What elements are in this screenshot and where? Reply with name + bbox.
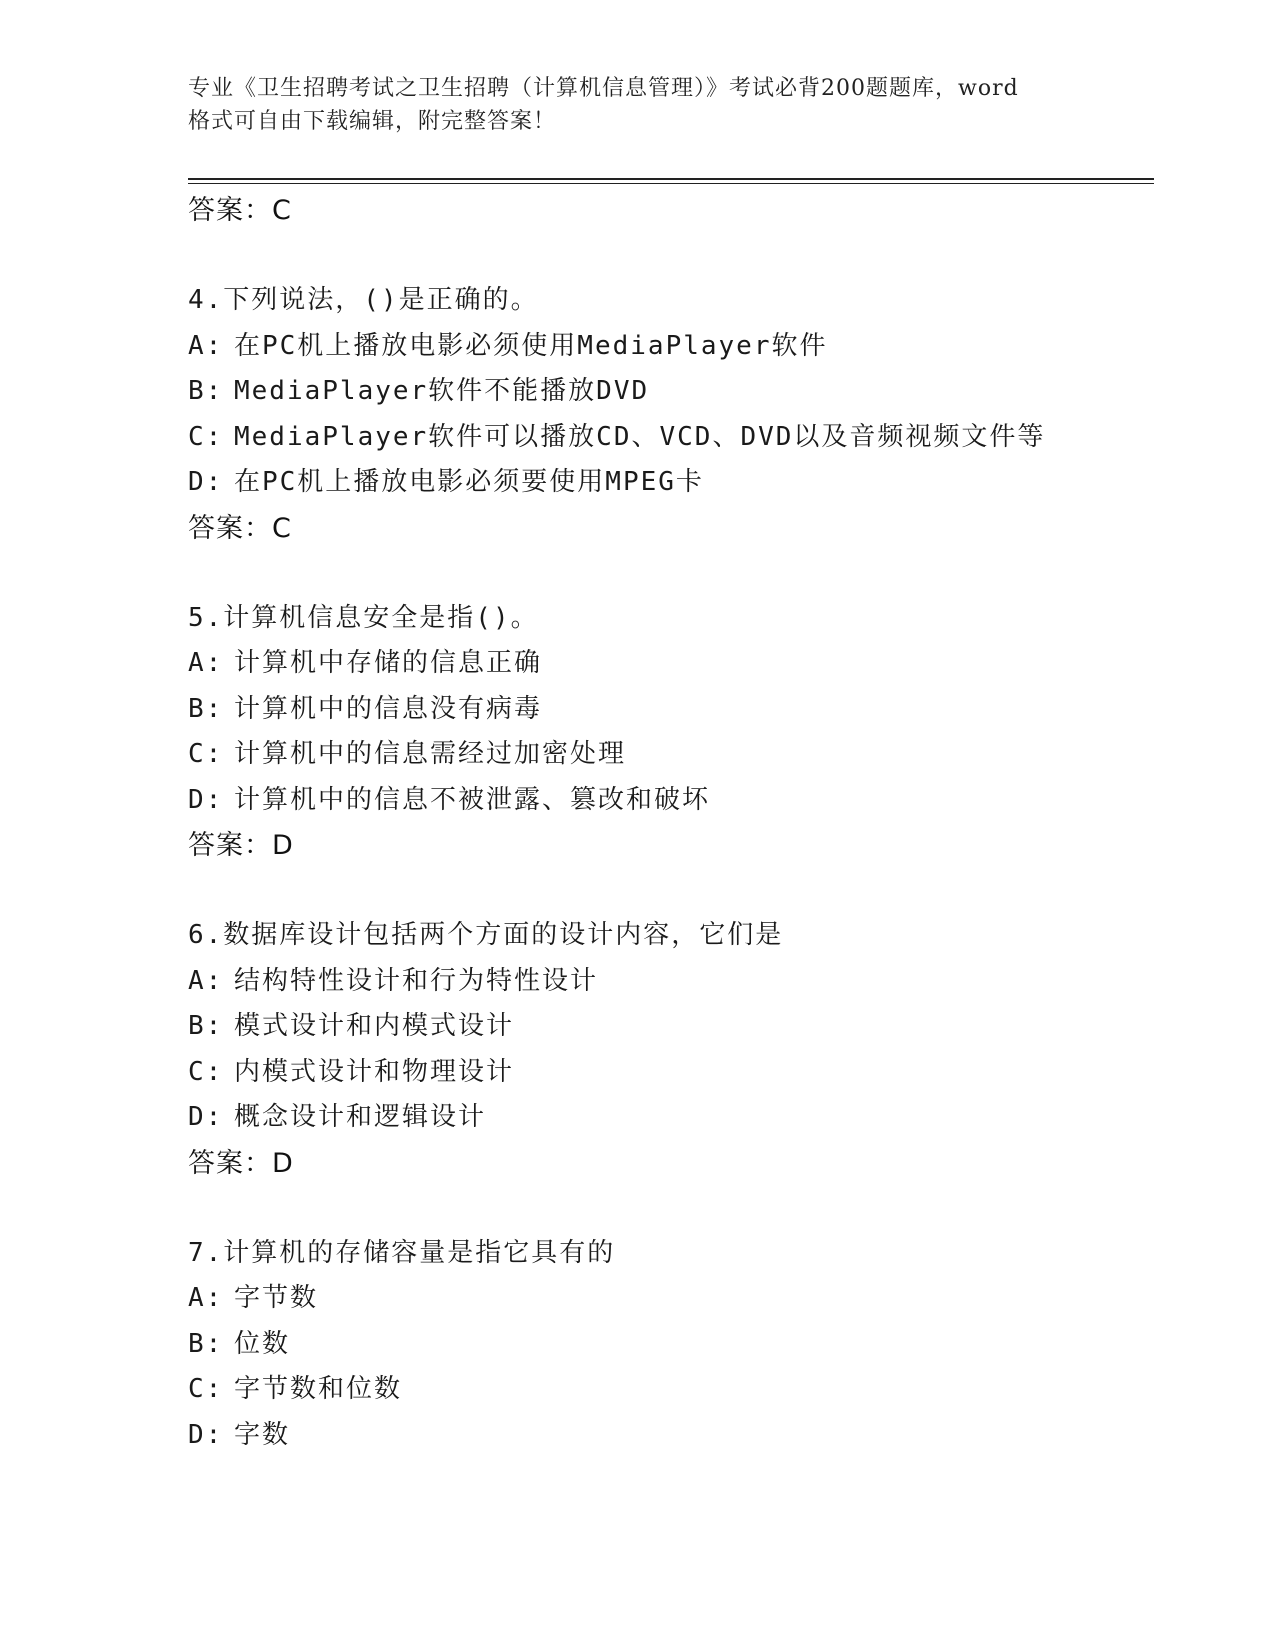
- header-divider-thick: [188, 178, 1154, 180]
- option-letter: C:: [188, 1056, 224, 1087]
- option-c: [188, 415, 1154, 461]
- option-letter: D:: [188, 784, 224, 815]
- option-letter: C:: [188, 1374, 224, 1404]
- option-letter: A:: [188, 1283, 224, 1313]
- option-text: 内模式设计和物理设计: [234, 1056, 515, 1087]
- option-text: 结构特性设计和行为特性设计: [234, 965, 599, 996]
- option-letter: B:: [188, 376, 224, 406]
- answer-line: 答案：D: [188, 1147, 294, 1179]
- question-stem: 4.下列说法，()是正确的。: [188, 285, 539, 315]
- option-d: [188, 460, 1154, 506]
- option-text: 在PC机上播放电影必须要使用MPEG卡: [234, 467, 704, 497]
- option-a: [188, 324, 1154, 370]
- option-text: 在PC机上播放电影必须使用MediaPlayer软件: [234, 330, 828, 361]
- option-text: 字节数: [234, 1283, 319, 1313]
- option-letter: A:: [188, 648, 224, 678]
- question-stem: 5.计算机信息安全是指()。: [188, 602, 539, 633]
- question-block: [188, 278, 1154, 552]
- option-letter: B:: [188, 693, 224, 724]
- option-c: [188, 1367, 1154, 1413]
- option-b: [188, 1004, 1154, 1050]
- option-letter: B:: [188, 1011, 224, 1041]
- answer-line: 答案：C: [188, 512, 292, 544]
- option-d: [188, 1413, 1154, 1459]
- option-text: 字节数和位数: [234, 1374, 403, 1404]
- option-d: [188, 778, 1154, 824]
- option-b: [188, 369, 1154, 415]
- header-line-2: 格式可自由下载编辑，附完整答案！: [188, 109, 557, 134]
- option-a: [188, 641, 1154, 687]
- option-text: 计算机中的信息没有病毒: [234, 693, 543, 724]
- option-b: [188, 687, 1154, 733]
- question-block: [188, 596, 1154, 870]
- option-text: MediaPlayer软件可以播放CD、VCD、DVD以及音频视频文件等: [234, 421, 1046, 452]
- question-stem: 6.数据库设计包括两个方面的设计内容，它们是: [188, 920, 784, 950]
- option-d: [188, 1095, 1154, 1141]
- question-list: [188, 188, 1154, 1458]
- option-text: 字数: [234, 1419, 291, 1450]
- option-text: 计算机中的信息需经过加密处理: [234, 739, 627, 769]
- header-line-1: 专业《卫生招聘考试之卫生招聘（计算机信息管理）》考试必背200题题库，word: [188, 76, 1019, 101]
- document-header: [188, 72, 1088, 138]
- option-c: [188, 1050, 1154, 1096]
- option-a: [188, 1276, 1154, 1322]
- option-letter: D:: [188, 1102, 224, 1132]
- question-block: [188, 1231, 1154, 1459]
- option-text: 计算机中存储的信息正确: [234, 648, 543, 678]
- header-divider-thin: [188, 183, 1154, 184]
- option-c: [188, 732, 1154, 778]
- option-letter: C:: [188, 421, 224, 452]
- option-letter: B:: [188, 1328, 224, 1359]
- option-text: 模式设计和内模式设计: [234, 1011, 515, 1041]
- option-b: [188, 1322, 1154, 1368]
- option-letter: A:: [188, 330, 224, 361]
- answer-line: 答案：C: [188, 195, 292, 226]
- option-text: 位数: [234, 1328, 291, 1359]
- option-text: MediaPlayer软件不能播放DVD: [234, 376, 650, 406]
- option-a: [188, 959, 1154, 1005]
- option-letter: A:: [188, 965, 224, 996]
- option-text: 概念设计和逻辑设计: [234, 1102, 487, 1132]
- question-block: [188, 913, 1154, 1187]
- option-text: 计算机中的信息不被泄露、篡改和破坏: [234, 784, 711, 815]
- option-letter: D:: [188, 467, 224, 497]
- answer-line: 答案：D: [188, 830, 294, 861]
- option-letter: D:: [188, 1419, 224, 1450]
- option-letter: C:: [188, 739, 224, 769]
- question-stem: 7.计算机的存储容量是指它具有的: [188, 1237, 616, 1268]
